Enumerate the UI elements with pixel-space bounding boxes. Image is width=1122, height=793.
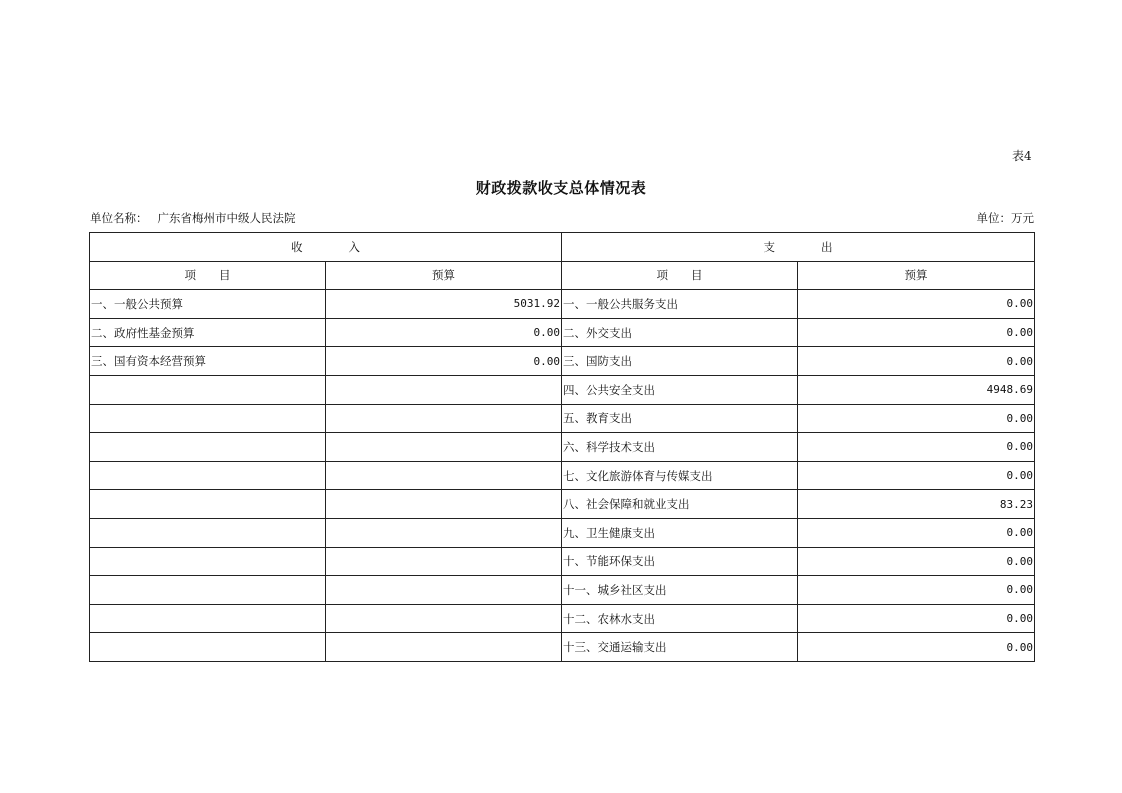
table-row [90, 404, 1035, 433]
income-amount-cell: 5031.92 [326, 290, 562, 319]
expense-item-cell: 十三、交通运输支出 [562, 633, 798, 662]
table-row [90, 290, 1035, 319]
income-amount-cell [326, 404, 562, 433]
unit-info-row [90, 210, 1034, 226]
expense-budget-header: 预算 [798, 261, 1035, 290]
table-row [90, 633, 1035, 662]
unit-name [90, 210, 296, 226]
expense-item-header: 项 目 [562, 261, 798, 290]
income-amount-cell [326, 547, 562, 576]
income-amount-cell [326, 518, 562, 547]
income-item-cell [90, 375, 326, 404]
expense-amount-cell: 0.00 [798, 604, 1035, 633]
expense-item-cell: 六、科学技术支出 [562, 433, 798, 462]
expense-item-cell: 八、社会保障和就业支出 [562, 490, 798, 519]
income-amount-cell: 0.00 [326, 347, 562, 376]
table-row [90, 375, 1035, 404]
income-amount-cell [326, 375, 562, 404]
income-item-cell [90, 433, 326, 462]
expense-item-cell: 四、公共安全支出 [562, 375, 798, 404]
expense-item-cell: 二、外交支出 [562, 318, 798, 347]
income-amount-cell [326, 490, 562, 519]
table-row [90, 318, 1035, 347]
expense-amount-cell: 4948.69 [798, 375, 1035, 404]
income-item-cell: 一、一般公共预算 [90, 290, 326, 319]
expense-item-cell: 十、节能环保支出 [562, 547, 798, 576]
expense-amount-cell: 0.00 [798, 547, 1035, 576]
expense-amount-cell: 0.00 [798, 633, 1035, 662]
income-item-cell: 二、政府性基金预算 [90, 318, 326, 347]
expense-item-cell: 三、国防支出 [562, 347, 798, 376]
expense-item-cell: 五、教育支出 [562, 404, 798, 433]
expense-item-cell: 九、卫生健康支出 [562, 518, 798, 547]
income-amount-cell [326, 461, 562, 490]
currency-unit: 单位：万元 [976, 211, 1034, 225]
expense-amount-cell: 0.00 [798, 461, 1035, 490]
income-item-cell [90, 576, 326, 605]
section-header-row [90, 233, 1035, 262]
table-row [90, 433, 1035, 462]
table-row [90, 461, 1035, 490]
expense-item-cell: 十一、城乡社区支出 [562, 576, 798, 605]
expense-item-cell: 十二、农林水支出 [562, 604, 798, 633]
expense-amount-cell: 0.00 [798, 290, 1035, 319]
table-row [90, 576, 1035, 605]
income-item-cell [90, 633, 326, 662]
expense-amount-cell: 0.00 [798, 347, 1035, 376]
table-row [90, 490, 1035, 519]
income-amount-cell: 0.00 [326, 318, 562, 347]
expense-amount-cell: 0.00 [798, 576, 1035, 605]
income-amount-cell [326, 433, 562, 462]
income-header: 收 入 [90, 233, 562, 262]
income-item-cell [90, 518, 326, 547]
table-row [90, 547, 1035, 576]
income-amount-cell [326, 604, 562, 633]
table-number: 表4 [1012, 149, 1032, 163]
expense-amount-cell: 0.00 [798, 318, 1035, 347]
expense-amount-cell: 0.00 [798, 518, 1035, 547]
income-item-cell [90, 490, 326, 519]
income-item-header: 项 目 [90, 261, 326, 290]
income-item-cell [90, 547, 326, 576]
income-item-cell [90, 461, 326, 490]
unit-name-label: 单位名称： [90, 211, 148, 225]
expense-header: 支 出 [562, 233, 1035, 262]
column-header-row [90, 261, 1035, 290]
document-title: 财政拨款收支总体情况表 [475, 179, 647, 197]
expense-item-cell: 一、一般公共服务支出 [562, 290, 798, 319]
expense-amount-cell: 0.00 [798, 404, 1035, 433]
expense-item-cell: 七、文化旅游体育与传媒支出 [562, 461, 798, 490]
table-row [90, 347, 1035, 376]
income-amount-cell [326, 633, 562, 662]
finance-table [89, 232, 1035, 662]
income-budget-header: 预算 [326, 261, 562, 290]
income-item-cell [90, 604, 326, 633]
expense-amount-cell: 0.00 [798, 433, 1035, 462]
income-item-cell [90, 404, 326, 433]
income-item-cell: 三、国有资本经营预算 [90, 347, 326, 376]
table-row [90, 604, 1035, 633]
income-amount-cell [326, 576, 562, 605]
unit-name-value: 广东省梅州市中级人民法院 [157, 211, 296, 225]
table-row [90, 518, 1035, 547]
expense-amount-cell: 83.23 [798, 490, 1035, 519]
